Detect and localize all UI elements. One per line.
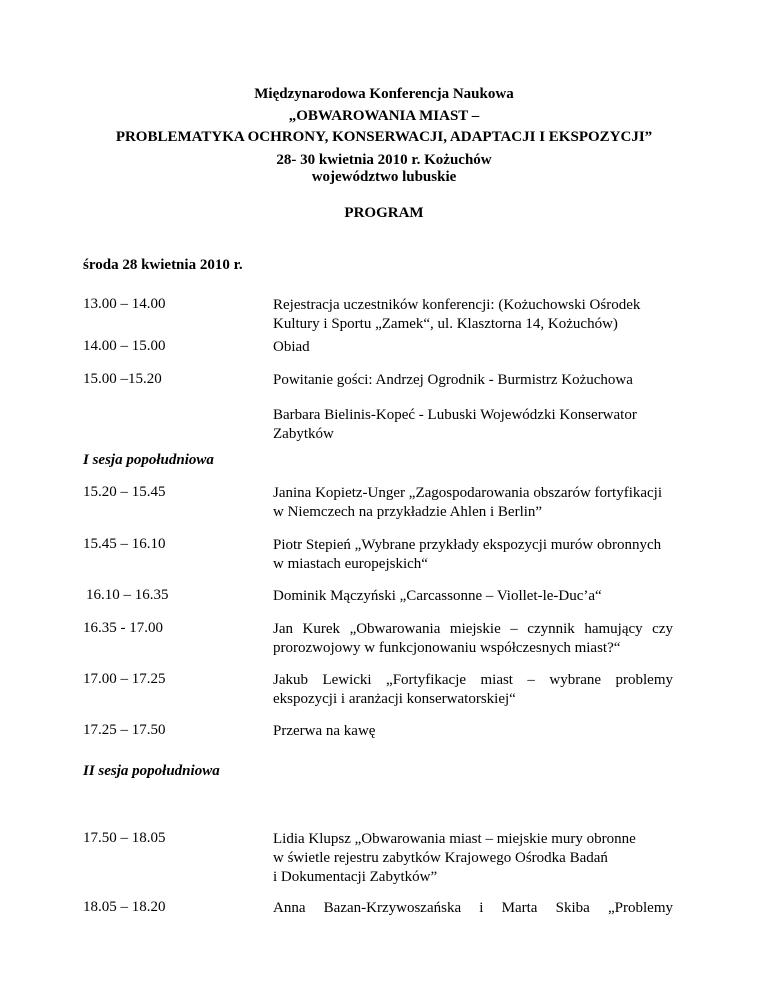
item-line: Rejestracja uczestników konferencji: (Kożuchowski Ośrodek (273, 297, 641, 313)
time-slot: 17.00 – 17.25 (83, 671, 166, 687)
schedule-item (273, 830, 673, 887)
time-slot: 15.20 – 15.45 (83, 484, 166, 500)
schedule-item (273, 536, 673, 574)
time-slot: 18.05 – 18.20 (83, 899, 166, 915)
time-slot: 14.00 – 15.00 (83, 338, 166, 354)
item-line: Obiad (273, 339, 310, 355)
schedule-item (273, 620, 673, 658)
time-slot: 15.00 –15.20 (83, 371, 162, 387)
item-line: Piotr Stepień „Wybrane przykłady ekspozycji murów obronnych (273, 537, 662, 553)
time-slot: 15.45 – 16.10 (83, 536, 166, 552)
schedule-item (273, 406, 673, 444)
conference-dates: 28- 30 kwietnia 2010 r. Kożuchów (276, 152, 492, 168)
item-line: Dominik Mączyński „Carcassonne – Viollet-le-Duc’a“ (273, 588, 602, 604)
item-line: w miastach europejskich“ (273, 556, 428, 572)
item-line: Przerwa na kawę (273, 723, 376, 739)
schedule-item (273, 587, 673, 606)
item-line: Kultury i Sportu „Zamek“, ul. Klasztorna 14, Kożuchów) (273, 316, 618, 332)
item-line: Jakub Lewicki „Fortyfikacje miast – wybrane problemy (273, 672, 673, 688)
item-line: Zabytków (273, 426, 334, 442)
conference-title-line2: PROBLEMATYKA OCHRONY, KONSERWACJI, ADAPTACJI I EKSPOZYCJI” (115, 129, 653, 145)
item-line: prorozwojowy w funkcjonowaniu współczesnych miast?“ (273, 640, 621, 656)
schedule-item (273, 722, 673, 741)
item-line: Janina Kopietz-Unger „Zagospodarowania obszarów fortyfikacji (273, 485, 663, 501)
item-line: i Dokumentacji Zabytków” (273, 869, 438, 885)
time-slot: 13.00 – 14.00 (83, 296, 166, 312)
conference-name: Międzynarodowa Konferencja Naukowa (254, 86, 514, 102)
item-line: ekspozycji i aranżacji konserwatorskiej“ (273, 691, 516, 707)
item-line: Barbara Bielinis-Kopeć - Lubuski Wojewódzki Konserwator (273, 407, 637, 423)
session-heading: I sesja popołudniowa (83, 452, 214, 468)
program-heading: PROGRAM (344, 205, 424, 221)
schedule-item (273, 296, 673, 334)
conference-region: województwo lubuskie (311, 169, 457, 185)
conference-title-line1: „OBWAROWANIA MIAST – (288, 108, 480, 124)
time-slot: 17.50 – 18.05 (83, 830, 166, 846)
item-line: w Niemczech na przykładzie Ahlen i Berlin” (273, 504, 543, 520)
day-heading: środa 28 kwietnia 2010 r. (83, 257, 243, 273)
schedule-item (273, 671, 673, 709)
session-heading: II sesja popołudniowa (83, 763, 220, 779)
time-slot: 17.25 – 17.50 (83, 722, 166, 738)
item-line: Powitanie gości: Andrzej Ogrodnik - Burmistrz Kożuchowa (273, 372, 633, 388)
item-line: Anna Bazan-Krzywoszańska i Marta Skiba „Problemy (273, 900, 673, 916)
schedule-item (273, 484, 673, 522)
schedule-item (273, 899, 673, 918)
item-line: w świetle rejestru zabytków Krajowego Ośrodka Badań (273, 850, 608, 866)
time-slot: 16.35 - 17.00 (83, 620, 163, 636)
time-slot: 16.10 – 16.35 (86, 587, 169, 603)
item-line: Lidia Klupsz „Obwarowania miast – miejskie mury obronne (273, 831, 636, 847)
schedule-item (273, 371, 673, 390)
schedule-item (273, 338, 673, 357)
item-line: Jan Kurek „Obwarowania miejskie – czynnik hamujący czy (273, 621, 673, 637)
